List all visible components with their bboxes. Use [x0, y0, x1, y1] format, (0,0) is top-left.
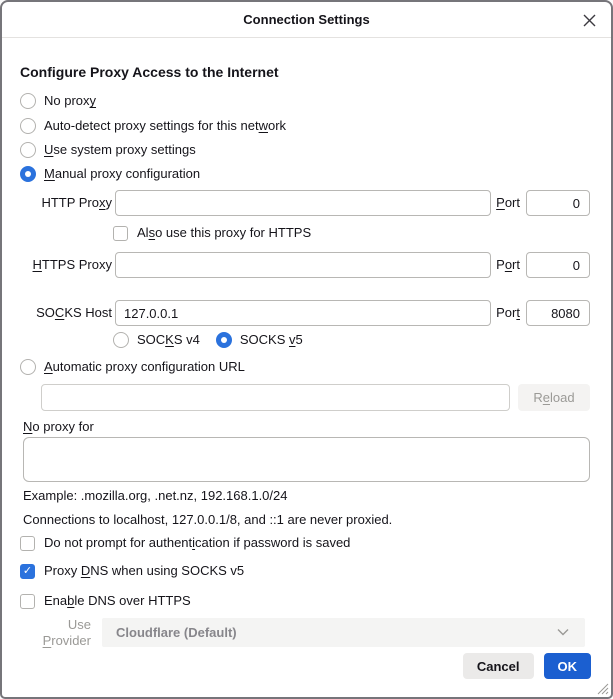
doh-provider-row	[20, 618, 585, 647]
close-button[interactable]	[580, 11, 598, 29]
radio-system-proxy[interactable]	[20, 141, 196, 159]
example-note: Example: .mozilla.org, .net.nz, 192.168.1.0/24	[23, 488, 288, 503]
footer-buttons	[463, 653, 591, 679]
ok-button[interactable]: OK	[544, 653, 592, 679]
socks-port-label: Port	[496, 305, 520, 321]
no-proxy-for-textarea[interactable]	[23, 437, 590, 482]
http-port-input[interactable]	[526, 190, 590, 216]
checkbox-label: Proxy DNS when using SOCKS v5	[44, 563, 245, 579]
checkbox-label: Also use this proxy for HTTPS	[137, 225, 312, 241]
doh-checkbox-row[interactable]	[20, 591, 191, 611]
cancel-button[interactable]: Cancel	[463, 653, 534, 679]
no-prompt-auth-checkbox-row[interactable]	[20, 533, 350, 553]
checkbox[interactable]	[20, 564, 35, 579]
https-proxy-label: HTTPS Proxy	[32, 257, 112, 273]
titlebar	[2, 2, 611, 38]
reload-button[interactable]: Reload	[518, 384, 590, 411]
share-proxy-checkbox-row[interactable]	[113, 223, 311, 243]
checkbox-label: Enable DNS over HTTPS	[44, 593, 191, 609]
http-proxy-label: HTTP Proxy	[41, 195, 112, 211]
socks-version-row	[113, 331, 303, 349]
never-proxied-note: Connections to localhost, 127.0.0.1/8, and ::1 are never proxied.	[23, 512, 393, 527]
radio-button[interactable]	[20, 359, 36, 375]
chevron-down-icon	[557, 628, 569, 636]
https-port-label: Port	[496, 257, 520, 273]
proxy-dns-checkbox-row[interactable]	[20, 561, 244, 581]
auto-config-url-row	[41, 384, 590, 411]
socks-host-input[interactable]	[115, 300, 491, 326]
https-proxy-input[interactable]	[115, 252, 491, 278]
radio-label: Automatic proxy configuration URL	[44, 359, 245, 375]
radio-button[interactable]	[20, 166, 36, 182]
close-icon	[583, 14, 596, 27]
socks-host-label: SOCKS Host	[36, 305, 112, 321]
provider-label: Use Provider	[42, 616, 91, 648]
radio-socks-v5[interactable]	[216, 332, 303, 348]
radio-button[interactable]	[20, 93, 36, 109]
radio-label: Auto-detect proxy settings for this network	[44, 118, 287, 134]
auto-config-url-input[interactable]	[41, 384, 510, 411]
radio-label: Use system proxy settings	[44, 142, 196, 158]
dialog-title: Connection Settings	[243, 12, 370, 27]
http-port-label: Port	[496, 195, 520, 211]
radio-label: No proxy	[44, 93, 97, 109]
checkbox[interactable]	[20, 594, 35, 609]
radio-button[interactable]	[20, 142, 36, 158]
radio-button[interactable]	[216, 332, 232, 348]
provider-selected-value: Cloudflare (Default)	[116, 624, 237, 640]
radio-no-proxy[interactable]	[20, 92, 96, 110]
checkbox[interactable]	[113, 226, 128, 241]
radio-auto-config-url[interactable]	[20, 358, 245, 376]
no-proxy-for-label: No proxy for	[23, 419, 94, 435]
radio-manual-proxy[interactable]	[20, 165, 200, 183]
radio-label: SOCKS v5	[239, 332, 303, 348]
radio-label: SOCKS v4	[137, 332, 200, 348]
page-title: Configure Proxy Access to the Internet	[20, 64, 279, 80]
checkbox-label: Do not prompt for authentication if password is saved	[44, 535, 351, 551]
resize-grip-icon[interactable]	[596, 682, 609, 695]
radio-button[interactable]	[113, 332, 129, 348]
checkbox[interactable]	[20, 536, 35, 551]
https-port-input[interactable]	[526, 252, 590, 278]
socks-host-row	[20, 300, 590, 326]
https-proxy-row	[20, 252, 590, 278]
provider-select[interactable]	[102, 618, 585, 647]
radio-socks-v4[interactable]	[113, 332, 200, 348]
http-proxy-row	[20, 190, 590, 216]
http-proxy-input[interactable]	[115, 190, 491, 216]
radio-auto-detect[interactable]	[20, 117, 286, 135]
radio-button[interactable]	[20, 118, 36, 134]
radio-label: Manual proxy configuration	[44, 166, 201, 182]
socks-port-input[interactable]	[526, 300, 590, 326]
